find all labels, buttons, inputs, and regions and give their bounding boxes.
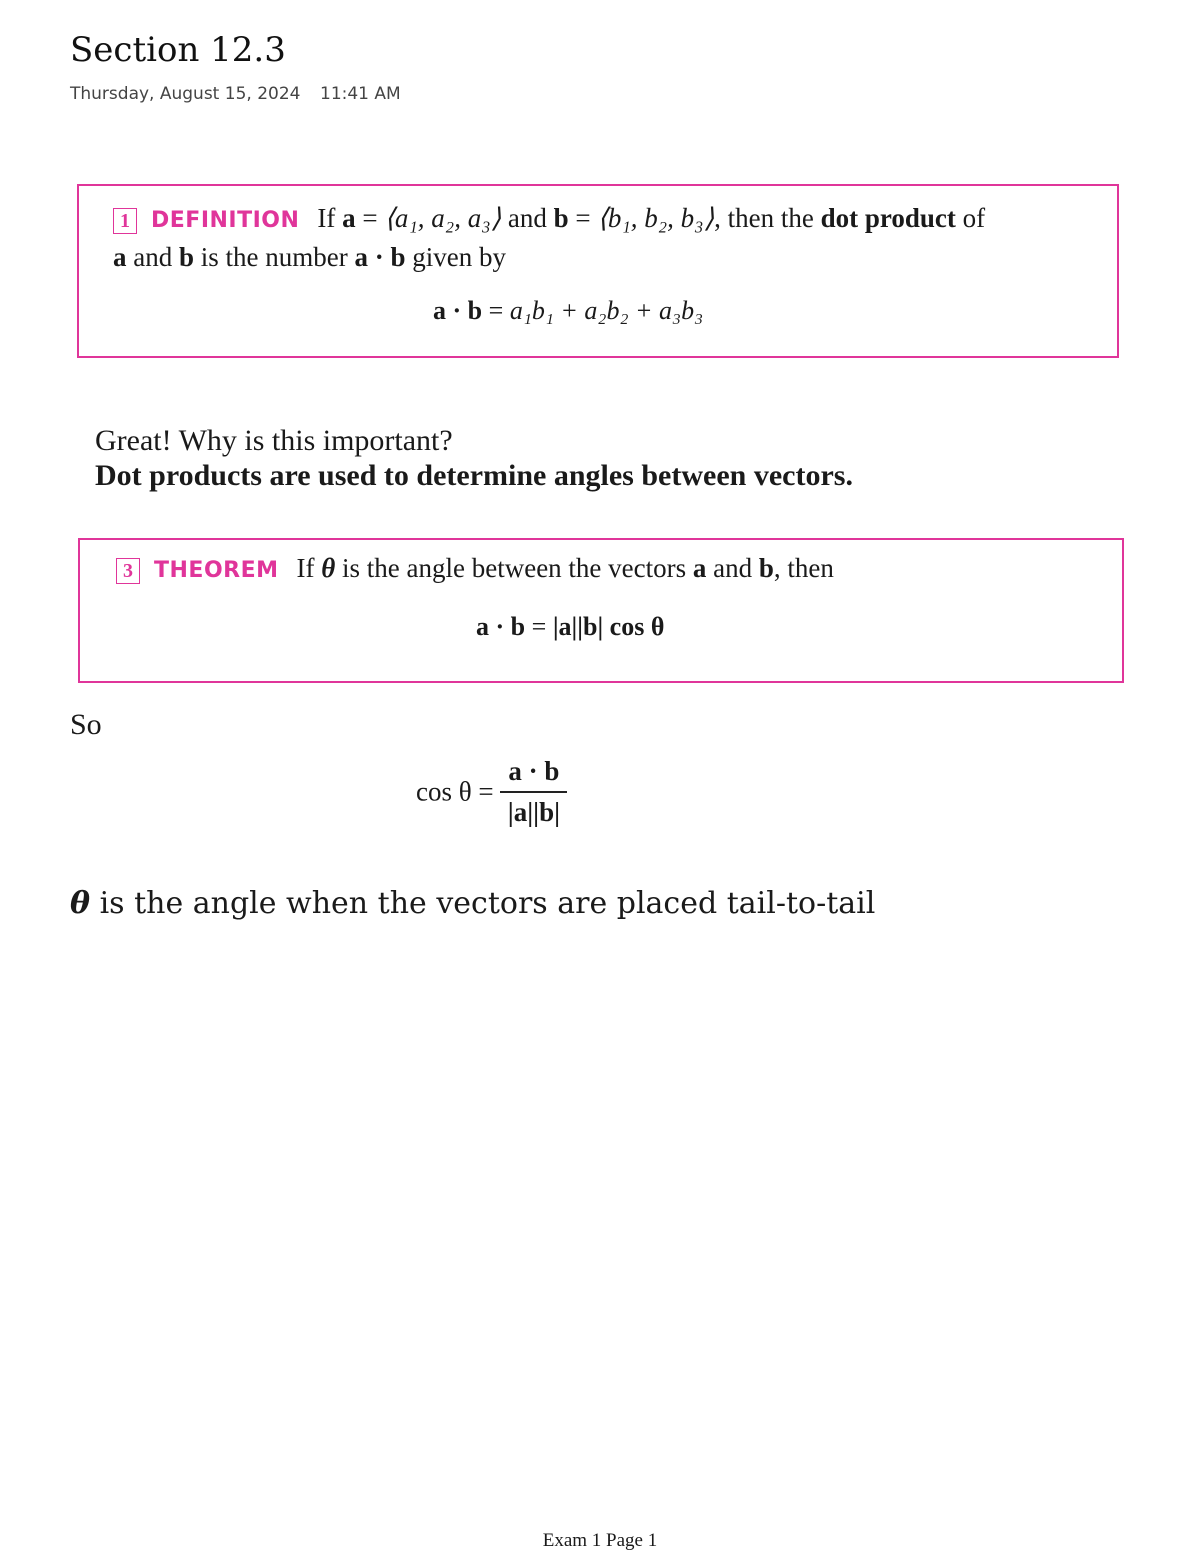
definition-if: If [317, 203, 336, 233]
and-word: and [713, 553, 753, 583]
theta-symbol: θ [321, 553, 336, 583]
and-word: and [133, 242, 173, 272]
vector-a: a [692, 553, 707, 583]
definition-number: 1 [113, 208, 137, 234]
vector-a: a [342, 203, 356, 233]
theorem-if: If [296, 553, 315, 583]
page-footer: Exam 1 Page 1 [542, 1530, 658, 1551]
note-answer: Dot products are used to determine angles between vectors. [95, 459, 853, 492]
equals: = [488, 296, 504, 325]
b-components: ⟨b₁, b₂, b₃⟩ [597, 203, 715, 233]
theorem-heading: THEOREM [154, 558, 279, 583]
formula-rhs: |a||b| cos θ [552, 612, 665, 641]
cos-fraction [500, 756, 567, 828]
formula-lhs: a · b [476, 612, 526, 641]
a-components: ⟨a₁, a₂, a₃⟩ [384, 203, 502, 233]
theorem-text [116, 550, 1106, 589]
so-label: So [70, 708, 102, 741]
note-question: Great! Why is this important? [95, 424, 453, 457]
tail-note-text: is the angle when the vectors are placed tail-to-tail [99, 886, 876, 921]
theta-symbol: θ [70, 886, 91, 921]
vector-b: b [553, 203, 569, 233]
vector-b: b [758, 553, 774, 583]
then-the: , then the [714, 203, 814, 233]
dot-product-term: dot product [820, 203, 956, 233]
theorem-mid: is the angle between the vectors [342, 553, 687, 583]
vector-b: b [178, 242, 195, 272]
equals: = [362, 203, 378, 233]
a-dot-b: a · b [354, 242, 406, 272]
page-date: Thursday, August 15, 2024 [70, 84, 301, 104]
cos-formula [416, 756, 567, 828]
definition-heading: DEFINITION [151, 208, 300, 233]
definition-text [113, 200, 1103, 275]
is-the-number: is the number [200, 242, 348, 272]
formula-lhs: a · b [433, 296, 483, 325]
formula-rhs: a₁b₁ + a₂b₂ + a₃b₃ [509, 296, 704, 325]
given-by: given by [412, 242, 507, 272]
theorem-box [78, 538, 1124, 683]
theorem-formula: a · b = |a||b| cos θ [476, 612, 665, 641]
page-title: Section 12.3 [70, 30, 286, 70]
page-time: 11:41 AM [320, 84, 401, 104]
theorem-number: 3 [116, 558, 140, 584]
tail-note [70, 886, 875, 921]
definition-box [77, 184, 1119, 358]
vector-a: a [113, 242, 127, 272]
equals: = [575, 203, 591, 233]
cos-lhs: cos θ = [416, 776, 494, 807]
fraction-denominator: |a||b| [507, 797, 561, 827]
fraction-numerator: a · b [500, 756, 567, 793]
of-word: of [962, 203, 986, 233]
definition-formula [433, 296, 703, 326]
and-word: and [507, 203, 547, 233]
theorem-then: , then [773, 553, 834, 583]
